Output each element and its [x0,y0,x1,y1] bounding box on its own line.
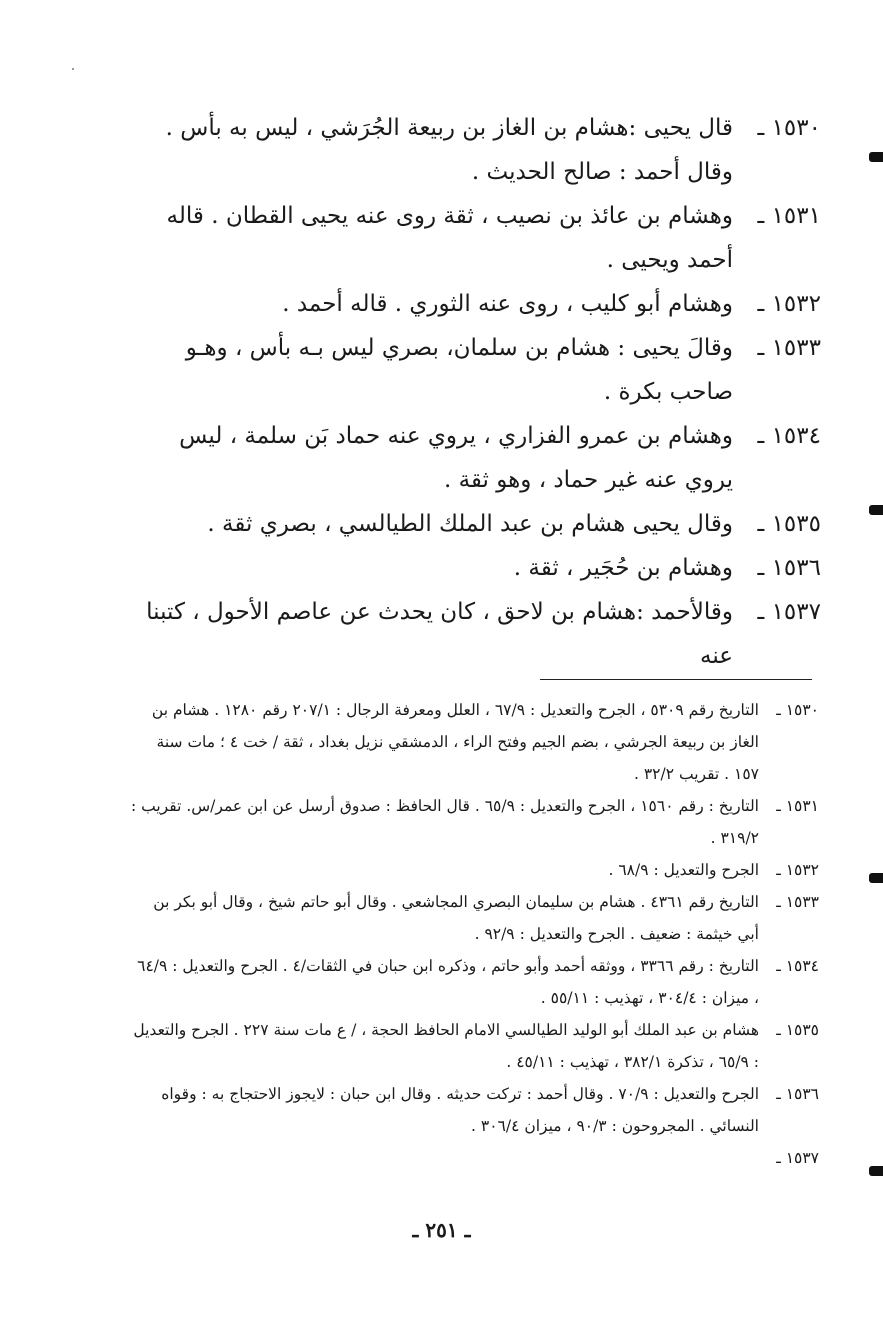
scan-speck [72,68,74,70]
footnote-text: التاريخ رقم ٤٣٦١ . هشام بن سليمان البصري المجاشعي . وقال أبو حاتم شيخ ، وقال أبو بكر بن أبي خيثمة : ضعيف . الجرح والتعديل : ٩٢/٩ . [153,893,759,943]
entry-text: وهشام بن عائذ بن نصيب ، ثقة روى عنه يحيى القطان . قاله أحمد ويحيى . [166,203,733,273]
footnote-1533 [129,886,819,950]
entry-1533 [129,326,821,414]
entry-number: ١٥٣٥ ـ [757,511,821,537]
entry-1534 [129,414,821,502]
footnote-number: ١٥٣٦ ـ [776,1085,819,1103]
page-number: ـ ٢٥١ ـ [412,1218,471,1242]
footnote-1531 [129,790,819,854]
scan-edge-mark [869,152,883,162]
entry-text: وهشام بن عمرو الفزاري ، يروي عنه حماد بَن سلمة ، ليس يروي عنه غير حماد ، وهو ثقة . [179,423,733,493]
entry-number: ١٥٣٣ ـ [757,335,821,361]
entry-text: وهشام أبو كليب ، روى عنه الثوري . قاله أحمد . [282,291,733,317]
footnote-number: ١٥٣٤ ـ [776,957,819,975]
footnote-text: التاريخ : رقم ١٥٦٠ ، الجرح والتعديل : ٦٥/٩ . قال الحافظ : صدوق أرسل عن ابن عمر/س. تقريب : ٣١٩/٢ . [131,797,759,847]
scan-edge-mark [869,505,883,515]
entry-text: وقالَ يحيى : هشام بن سلمان، بصري ليس بـه بأس ، وهـو صاحب بكرة . [185,335,733,405]
entry-number: ١٥٣٧ ـ [757,599,821,625]
footnote-text: هشام بن عبد الملك أبو الوليد الطيالسي الامام الحافظ الحجة ، / ع مات سنة ٢٢٧ . الجرح والتعديل : ٦٥/٩ ، تذكرة ٣٨٢/١ ، تهذيب : ٤٥/١١ . [133,1021,759,1071]
scan-edge-mark [869,873,883,883]
footnote-number: ١٥٣١ ـ [776,797,819,815]
entry-text: قال يحيى :هشام بن الغاز بن ربيعة الجُرَشي ، ليس به بأس . وقال أحمد : صالح الحديث . [165,115,733,185]
footnote-1534 [129,950,819,1014]
footnote-number: ١٥٣٠ ـ [776,701,819,719]
entry-number: ١٥٣٠ ـ [757,115,821,141]
entry-text: وقال يحيى هشام بن عبد الملك الطيالسي ، بصري ثقة . [207,511,733,537]
entry-number: ١٥٣٤ ـ [757,423,821,449]
entry-text: وهشام بن حُجَير ، ثقة . [513,555,733,581]
footnote-text: التاريخ : رقم ٣٣٦٦ ، ووثقه أحمد وأبو حاتم ، وذكره ابن حبان في الثقات/٤ . الجرح والتعديل : ٦٤/٩ ، ميزان : ٣٠٤/٤ ، تهذيب : ٥٥/١١ . [137,957,759,1007]
footnote-text: الجرح والتعديل : ٦٨/٩ . [608,861,759,879]
entry-1530 [129,106,821,194]
footnote-1530 [129,694,819,790]
footnotes [129,694,819,1167]
footnote-number: ١٥٣٣ ـ [776,893,819,911]
entry-number: ١٥٣١ ـ [757,203,821,229]
entry-number: ١٥٣٦ ـ [757,555,821,581]
entry-1537 [129,590,821,678]
main-text [129,106,821,678]
scan-edge-mark [869,1166,883,1176]
entry-1531 [129,194,821,282]
footnote-divider [540,679,812,680]
footnote-number: ١٥٣٥ ـ [776,1021,819,1039]
entry-1532 [129,282,821,326]
entry-number: ١٥٣٢ ـ [757,291,821,317]
entry-1536 [129,546,821,590]
footnote-text: الجرح والتعديل : ٧٠/٩ . وقال أحمد : تركت حديثه . وقال ابن حبان : لايجوز الاحتجاج به : وقواه النسائي . المجروحون : ٩٠/٣ ، ميزان ٣٠٦/٤ . [161,1085,759,1135]
footnote-1536 [129,1078,819,1142]
footnote-number: ١٥٣٧ ـ [776,1149,819,1167]
footnote-1532 [129,854,819,886]
entry-text: وقالأحمد :هشام بن لاحق ، كان يحدث عن عاصم الأحول ، كتبنا عنه [146,599,733,669]
footnote-1535 [129,1014,819,1078]
footnote-text: التاريخ رقم ٥٣٠٩ ، الجرح والتعديل : ٦٧/٩ ، العلل ومعرفة الرجال : ٢٠٧/١ رقم ١٢٨٠ . هشام بن الغاز بن ربيعة الجرشي ، بضم الجيم وفتح الراء ، الدمشقي نزيل بغداد ، ثقة / خت ٤ ؛ مات سنة ١٥٧ . تقريب ٣٢/٢ . [151,701,759,783]
footnote-number: ١٥٣٢ ـ [776,861,819,879]
entry-1535 [129,502,821,546]
